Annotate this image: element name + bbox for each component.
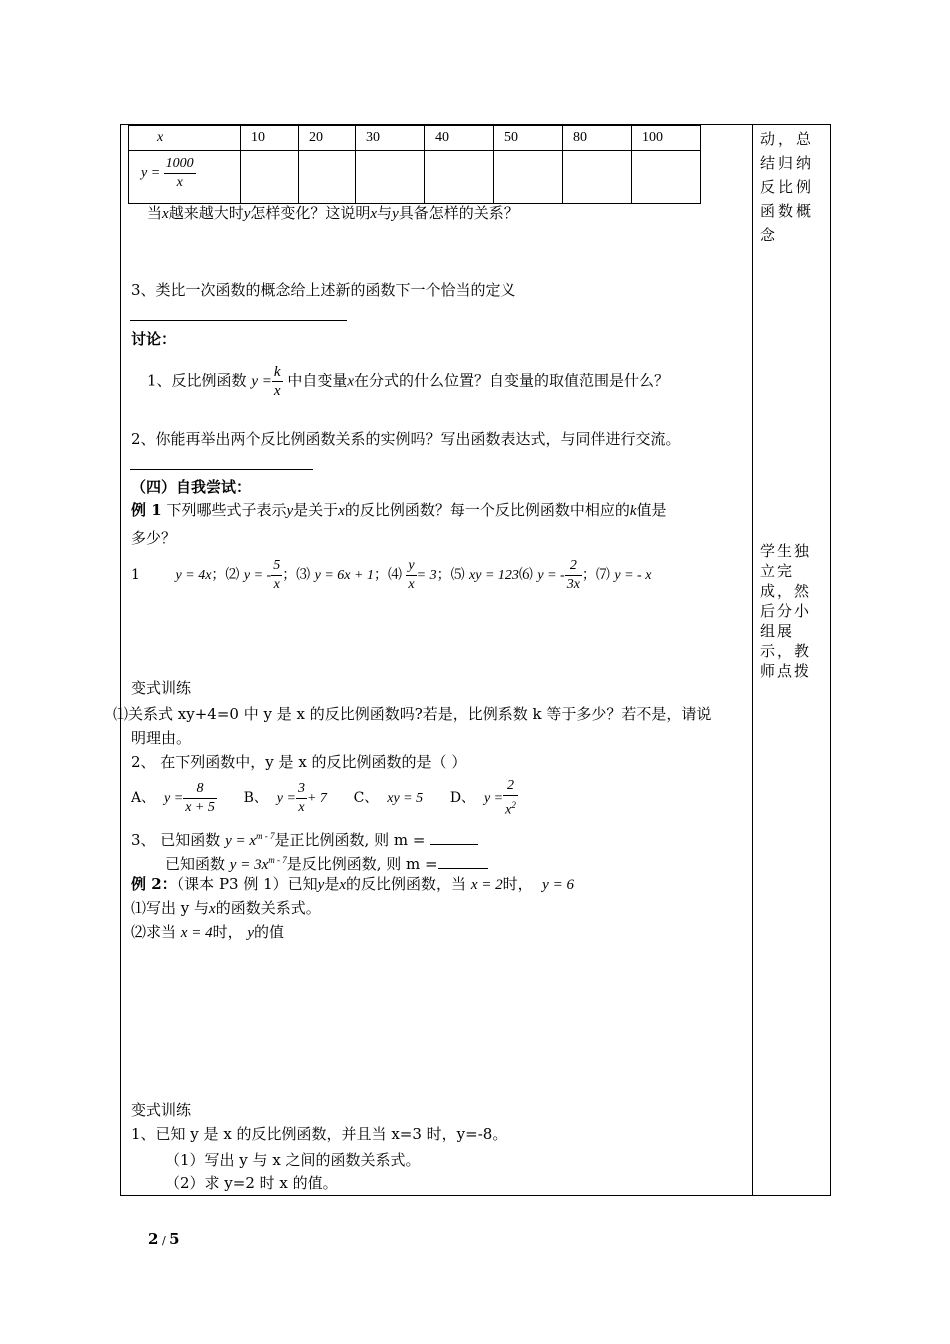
x-value-cell: 10 [241,126,299,151]
side-note-activity: 学生独立完成，然后分小组展示，教师点拨 [760,542,812,680]
discuss-question-2: 2、你能再举出两个反比例函数关系的实例吗？写出函数表达式，与同伴进行交流。 [131,430,681,448]
discuss-question-1: 1、反比例函数 y = $\frac{k}{x}$ 中自变量x在分式的什么位置？自变量的取值范围是什么？ [147,364,670,399]
x-value-cell: 100 [632,126,701,151]
x-value-cell: 80 [563,126,632,151]
x-value-cell: 40 [425,126,494,151]
item-3-definition: 3、类比一次函数的概念给上述新的函数下一个恰当的定义 [131,281,516,299]
variant2-question-1a: （1）写出 y 与 x 之间的函数关系式。 [165,1151,421,1169]
y-value-cell [632,151,701,204]
example-2-q2: ⑵求当 x = 4时， y的值 [131,923,285,941]
y-value-cell [494,151,563,204]
y-value-cell [563,151,632,204]
example-1-line2: 多少？ [131,529,177,547]
side-note-summary: 动，总结归纳反比例函数概念 [760,130,815,244]
x-header-cell: x [129,126,241,151]
variant-question-3: 3、 已知函数 $y = x^{m - 7}$是正比例函数, 则 m = [131,826,478,851]
example-1-expressions: 1 y = 4x；⑵ y = - $\frac{5}{x}$ ；⑶ y = 6x + 1；⑷ $\frac{y}{x}$ = 3；⑸ xy = 123⑹ y = - $\frac{2}{3x}$ ；⑺ y = - x [131,557,652,592]
x-value-cell: 50 [494,126,563,151]
x-value-cell: 20 [299,126,356,151]
variant-question-1: ⑴关系式 xy+4=0 中 y 是 x 的反比例函数吗?若是，比例系数 k 等于多少？若不是，请说 [113,705,712,723]
variant2-question-1b: （2）求 y=2 时 x 的值。 [165,1174,338,1192]
y-formula-cell: y = $\frac{1000}{x}$ [129,151,241,204]
y-value-cell [299,151,356,204]
variant-question-2: 2、 在下列函数中，y 是 x 的反比例函数的是（ ） [131,753,467,771]
variant-question-2-options: A、 y = $\frac{8}{x + 5}$ B、 y = $\frac{3}{x}$ + 7 C、 xy = 5 D、 y = $\frac{2}{x^2}$ [131,777,516,818]
variant-training-title-2: 变式训练 [131,1101,192,1119]
variant-question-1-cont: 明理由。 [131,729,192,747]
y-value-cell [241,151,299,204]
variant2-question-1: 1、已知 y 是 x 的反比例函数，并且当 x=3 时，y=-8。 [131,1125,508,1143]
y-value-cell [356,151,425,204]
page-number: 2 / 5 [148,1230,180,1248]
xy-value-table [128,125,701,204]
answer-line [130,469,313,470]
section-self-try: （四）自我尝试： [131,478,252,496]
y-fraction: $\frac{1000}{x}$ [165,156,194,190]
example-2-q1: ⑴写出 y 与x的函数关系式。 [131,899,321,917]
x-value-cell: 30 [356,126,425,151]
discuss-title: 讨论： [131,330,177,348]
question-change: 当x越来越大时y怎样变化？这说明x与y具备怎样的关系？ [147,204,519,222]
answer-line [130,320,347,321]
example-1: 例 1 下列哪些式子表示y是关于x的反比例函数？每一个反比例函数中相应的k值是 [131,501,667,519]
example-2: 例 2：（课本 P3 例 1）已知y是x的反比例函数，当 x = 2时， y = 6 [131,875,574,893]
variant-question-3b: 已知函数 $y = 3x^{m - 7}$是反比例函数, 则 m = [165,850,488,875]
table-row [129,151,701,204]
y-value-cell [425,151,494,204]
variant-training-title: 变式训练 [131,679,192,697]
table-row [129,126,701,151]
column-divider [752,124,753,1196]
